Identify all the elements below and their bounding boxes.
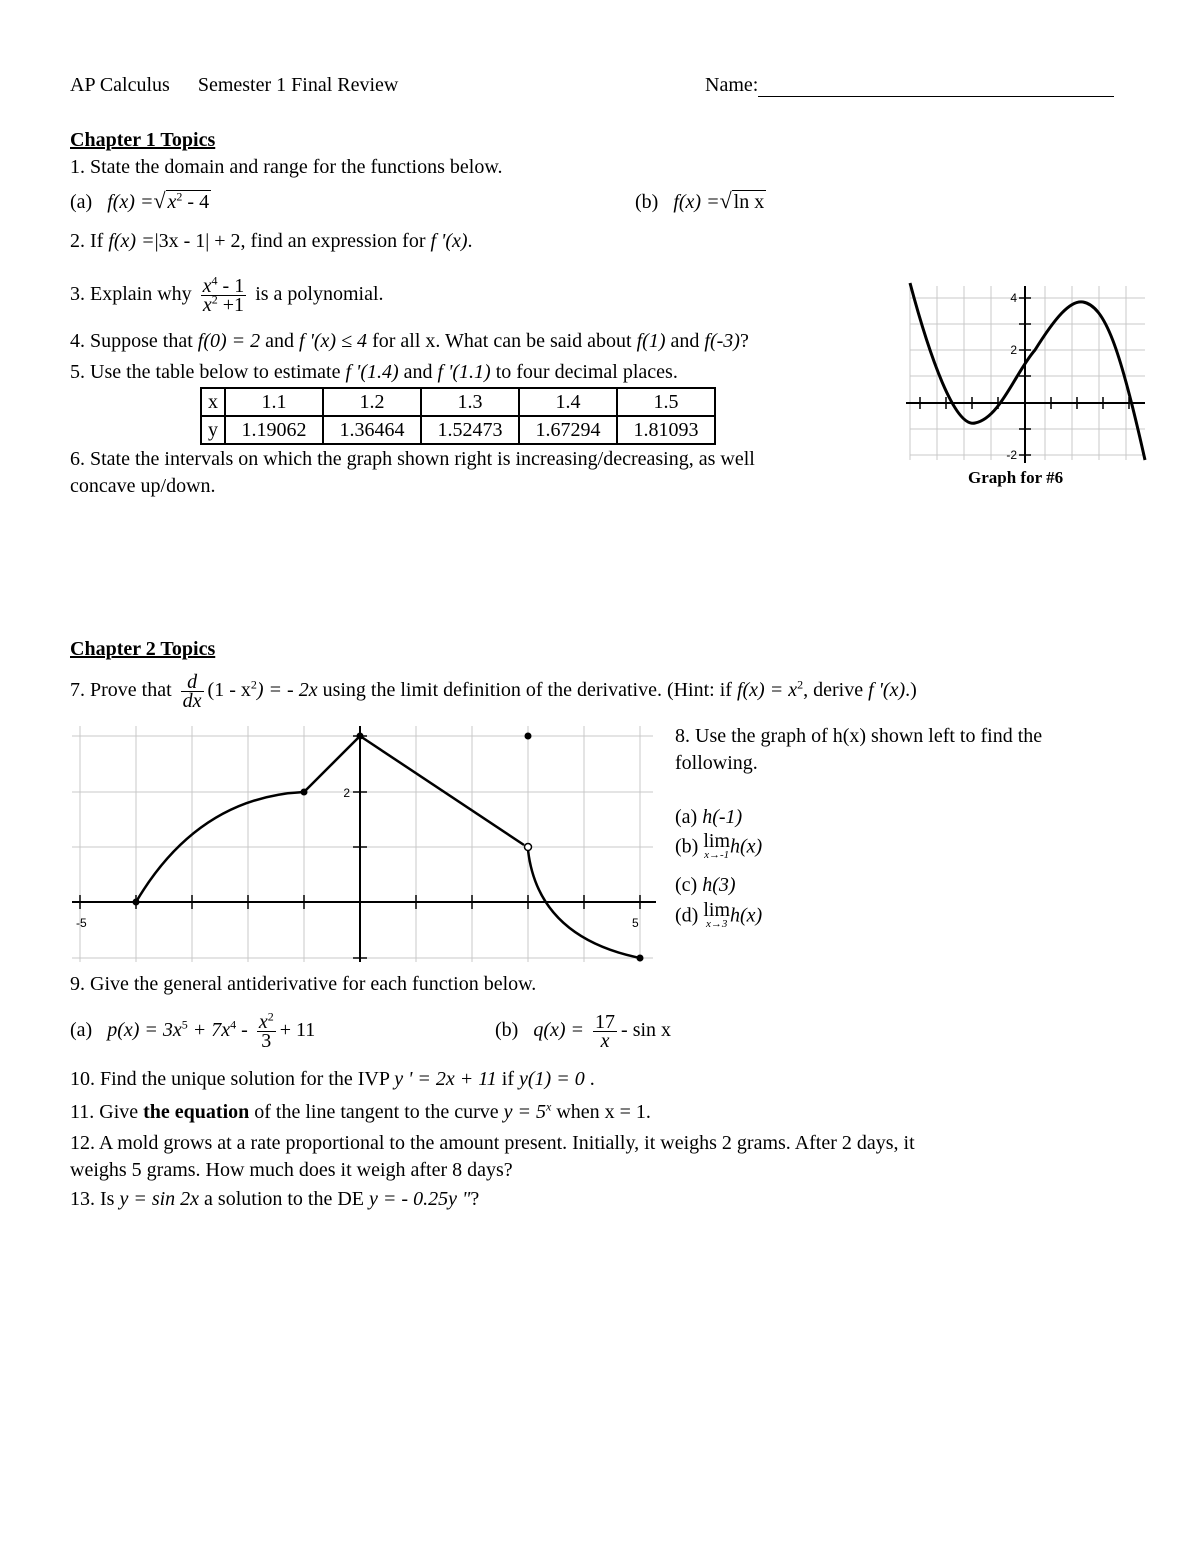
- q11-curve: y = 5: [503, 1101, 546, 1123]
- table-cell: 1.52473: [421, 416, 519, 444]
- q3-den-exp: 2: [211, 292, 218, 307]
- course-title: [70, 74, 398, 97]
- question-1b: (b) f(x) =√ ln x: [635, 188, 765, 213]
- data-table: [200, 387, 716, 445]
- q9b-lhs: q(x) =: [533, 1019, 585, 1041]
- graph8-point-end: [637, 955, 644, 962]
- question-8a: [675, 806, 742, 829]
- graph6-tick-4: 4: [1010, 291, 1017, 305]
- q1a-rest: - 4: [182, 191, 210, 213]
- q7-rhs: ) = - 2x: [256, 679, 318, 701]
- table-cell: 1.3: [421, 388, 519, 416]
- q1a-lhs: f(x) =: [107, 191, 154, 213]
- q4-end: ?: [739, 330, 749, 352]
- q1b-radicand: ln x: [733, 191, 765, 213]
- graph8-point-peak: [357, 733, 364, 740]
- q4-pre: 4. Suppose that: [70, 330, 198, 352]
- q10-pre: 10. Find the unique solution for the IVP: [70, 1068, 395, 1090]
- q13-pre: 13. Is: [70, 1188, 120, 1210]
- q5-post: to four decimal places.: [490, 361, 678, 383]
- q9a-den: 3: [261, 1029, 272, 1052]
- chapter-2-heading: Chapter 2 Topics: [70, 638, 216, 660]
- q11-end: when x = 1.: [551, 1101, 651, 1123]
- graph8-grid: [72, 726, 653, 962]
- question-6-line-2: concave up/down.: [70, 475, 216, 497]
- q5-pre: 5. Use the table below to estimate: [70, 361, 346, 383]
- chapter-1-heading: Chapter 1 Topics: [70, 129, 216, 151]
- q7-pre: 7. Prove that: [70, 679, 172, 701]
- table-cell: 1.5: [617, 388, 715, 416]
- q11-pre: 11. Give: [70, 1101, 144, 1123]
- q2-plus: + 2: [209, 230, 241, 252]
- q11-bold: the equation: [143, 1101, 250, 1123]
- q4-fm3: f(-3): [704, 330, 740, 352]
- q4-f0: f(0) = 2: [197, 330, 261, 352]
- q8d-label: (d): [675, 904, 699, 927]
- q2-mid: , find an expression for: [240, 230, 431, 252]
- q1b-lhs: f(x) =: [673, 191, 720, 213]
- q2-end: .: [467, 230, 473, 252]
- graph8-tick-2: 2: [343, 786, 350, 800]
- q3-fraction: [201, 273, 247, 316]
- table-cell: 1.19062: [225, 416, 323, 444]
- q8b-label: (b): [675, 835, 699, 858]
- q9b-end: - sin x: [621, 1019, 672, 1041]
- q3-den: x: [202, 293, 212, 316]
- graph6-tick-m2: -2: [1006, 448, 1017, 462]
- q1a-exponent: 2: [176, 189, 183, 204]
- question-7: [70, 664, 917, 716]
- table-cell: 1.2: [323, 388, 421, 416]
- q7-mid: using the limit definition of the derivative. (Hint: if: [317, 679, 737, 701]
- q1a-label: (a): [70, 191, 93, 213]
- q10-mid: if: [496, 1068, 520, 1090]
- graph8-segment-2: [360, 736, 524, 845]
- review-title: Semester 1 Final Review: [197, 74, 399, 96]
- graph6-axes: [906, 286, 1145, 463]
- q7-end: .): [905, 679, 917, 701]
- q1b-label: (b): [635, 191, 659, 213]
- q9a-label: (a): [70, 1019, 93, 1041]
- graph6-curve: [910, 283, 1145, 460]
- q9a-term2: + 7x: [187, 1019, 231, 1041]
- graph8-point-joint: [301, 789, 308, 796]
- question-1a: (a) f(x) =√ $x^2 - 4$: [70, 188, 210, 213]
- name-blank[interactable]: [758, 76, 1114, 97]
- q9b-label: (b): [495, 1019, 519, 1041]
- q9b-num: 17: [595, 1010, 616, 1033]
- table-cell: 1.4: [519, 388, 617, 416]
- table-y-label: y: [201, 416, 225, 444]
- q2-abs: |3x - 1|: [154, 230, 210, 252]
- q3-num: x: [202, 274, 212, 297]
- q13-end: ?: [470, 1188, 480, 1210]
- graph8-tick-m5: -5: [76, 916, 87, 930]
- q8a-label: (a): [675, 806, 698, 828]
- q9a-end: + 11: [279, 1019, 316, 1041]
- question-6-line-1: 6. State the intervals on which the graph shown right is increasing/decreasing, as well: [70, 448, 755, 470]
- question-12-line-2: weighs 5 grams. How much does it weigh after 8 days?: [70, 1159, 513, 1181]
- name-field[interactable]: [705, 74, 1114, 97]
- question-13: [70, 1186, 479, 1212]
- q8c-label: (c): [675, 874, 698, 896]
- graph8-segment-1: [304, 736, 360, 792]
- table-x-label: x: [201, 388, 225, 416]
- q8d-lim: lim: [703, 899, 730, 921]
- question-10: [70, 1066, 595, 1092]
- graph-6: [900, 278, 1150, 468]
- q7-hint-f: f(x) = x: [736, 679, 798, 701]
- question-8d: [675, 899, 763, 931]
- q4-f1: f(1): [636, 330, 666, 352]
- question-8c: [675, 874, 736, 897]
- graph6-grid: [910, 286, 1145, 460]
- q8a-expr: h(-1): [702, 806, 743, 828]
- q10-condition: y(1) = 0: [519, 1068, 585, 1090]
- q3-pre: 3. Explain why: [70, 283, 192, 305]
- q3-post: is a polynomial.: [255, 283, 384, 305]
- q11-mid: of the line tangent to the curve: [249, 1101, 504, 1123]
- q10-equation: y ' = 2x + 11: [394, 1068, 497, 1090]
- table-row-x: [201, 388, 715, 416]
- q9a-minus: -: [236, 1019, 248, 1041]
- table-cell: 1.81093: [617, 416, 715, 444]
- q8c-expr: h(3): [702, 874, 736, 896]
- question-4: [70, 328, 749, 354]
- q7-exp: 2: [250, 677, 257, 692]
- q8d-sub: x→3: [705, 918, 728, 930]
- graph6-tick-2: 2: [1010, 343, 1017, 357]
- q9a-exp2: 4: [230, 1017, 237, 1032]
- q7-dx: dx: [182, 689, 202, 712]
- graph-6-caption: Graph for #6: [968, 468, 1064, 487]
- q4-mid: for all x. What can be said about: [367, 330, 637, 352]
- graph8-open-point: [525, 844, 532, 851]
- q8b-lim: lim: [703, 830, 730, 852]
- course-name: AP Calculus: [70, 74, 170, 96]
- question-3: [70, 268, 384, 320]
- q3-den-rest: +1: [217, 293, 245, 316]
- question-9b: [495, 1004, 671, 1056]
- q2-pre: 2. If: [70, 230, 109, 252]
- question-11: [70, 1099, 651, 1125]
- q8b-sub: x→-1: [704, 849, 730, 861]
- q9a-fraction: [257, 1009, 276, 1052]
- q3-num-rest: - 1: [217, 274, 245, 297]
- q13-y: y = sin 2x: [119, 1188, 200, 1210]
- q7-mid2: , derive: [803, 679, 869, 701]
- q2-fx: f(x) =: [108, 230, 155, 252]
- q8b-expr: h(x): [730, 835, 763, 858]
- q13-mid: a solution to the DE: [199, 1188, 370, 1210]
- table-cell: 1.67294: [519, 416, 617, 444]
- q4-and2: and: [665, 330, 705, 352]
- graph8-isolated-point: [525, 733, 532, 740]
- question-8-line-2: following.: [675, 752, 758, 774]
- q13-de: y = - 0.25y ": [369, 1188, 471, 1210]
- q3-num-exp: 4: [211, 273, 218, 288]
- name-label: Name:: [705, 74, 759, 96]
- q10-end: .: [584, 1068, 595, 1090]
- q9b-den: x: [600, 1029, 610, 1052]
- q9a-lhs: p(x) = 3x: [107, 1019, 182, 1041]
- question-9: 9. Give the general antiderivative for each function below.: [70, 973, 537, 995]
- question-8b: [675, 830, 763, 862]
- q5-fp14: f '(1.4): [345, 361, 399, 383]
- q9b-fraction: [593, 1010, 617, 1052]
- question-12-line-1: 12. A mold grows at a rate proportional to the amount present. Initially, it weighs 2 grams. After 2 days, it: [70, 1132, 915, 1154]
- question-9a: [70, 1004, 315, 1056]
- q2-fprime: f '(x): [430, 230, 468, 252]
- table-cell: 1.1: [225, 388, 323, 416]
- q1a-radicand: x: [167, 191, 177, 213]
- q9a-exp1: 5: [181, 1017, 188, 1032]
- q7-hint-exp: 2: [797, 677, 804, 692]
- q4-and1: and: [260, 330, 300, 352]
- q8d-expr: h(x): [730, 904, 763, 927]
- q11-exp: x: [546, 1099, 552, 1114]
- q5-and: and: [398, 361, 438, 383]
- q7-hint-fprime: f '(x): [868, 679, 906, 701]
- q9a-num-exp: 2: [267, 1009, 274, 1024]
- q7-expr: (1 - x: [207, 679, 251, 701]
- q4-fprime: f '(x) ≤ 4: [299, 330, 368, 352]
- question-1: 1. State the domain and range for the functions below.: [70, 156, 503, 178]
- table-row-y: [201, 416, 715, 444]
- q9a-num: x: [258, 1010, 268, 1033]
- graph8-tick-5: 5: [632, 916, 639, 930]
- graph-8: [68, 722, 658, 967]
- graph8-point-start: [133, 899, 140, 906]
- question-5: [70, 359, 678, 385]
- table-cell: 1.36464: [323, 416, 421, 444]
- q5-fp11: f '(1.1): [437, 361, 491, 383]
- question-8-line-1: 8. Use the graph of h(x) shown left to find the: [675, 725, 1043, 747]
- question-2: [70, 228, 473, 254]
- q7-d: d: [181, 673, 204, 692]
- q7-derivative-op: [181, 670, 204, 712]
